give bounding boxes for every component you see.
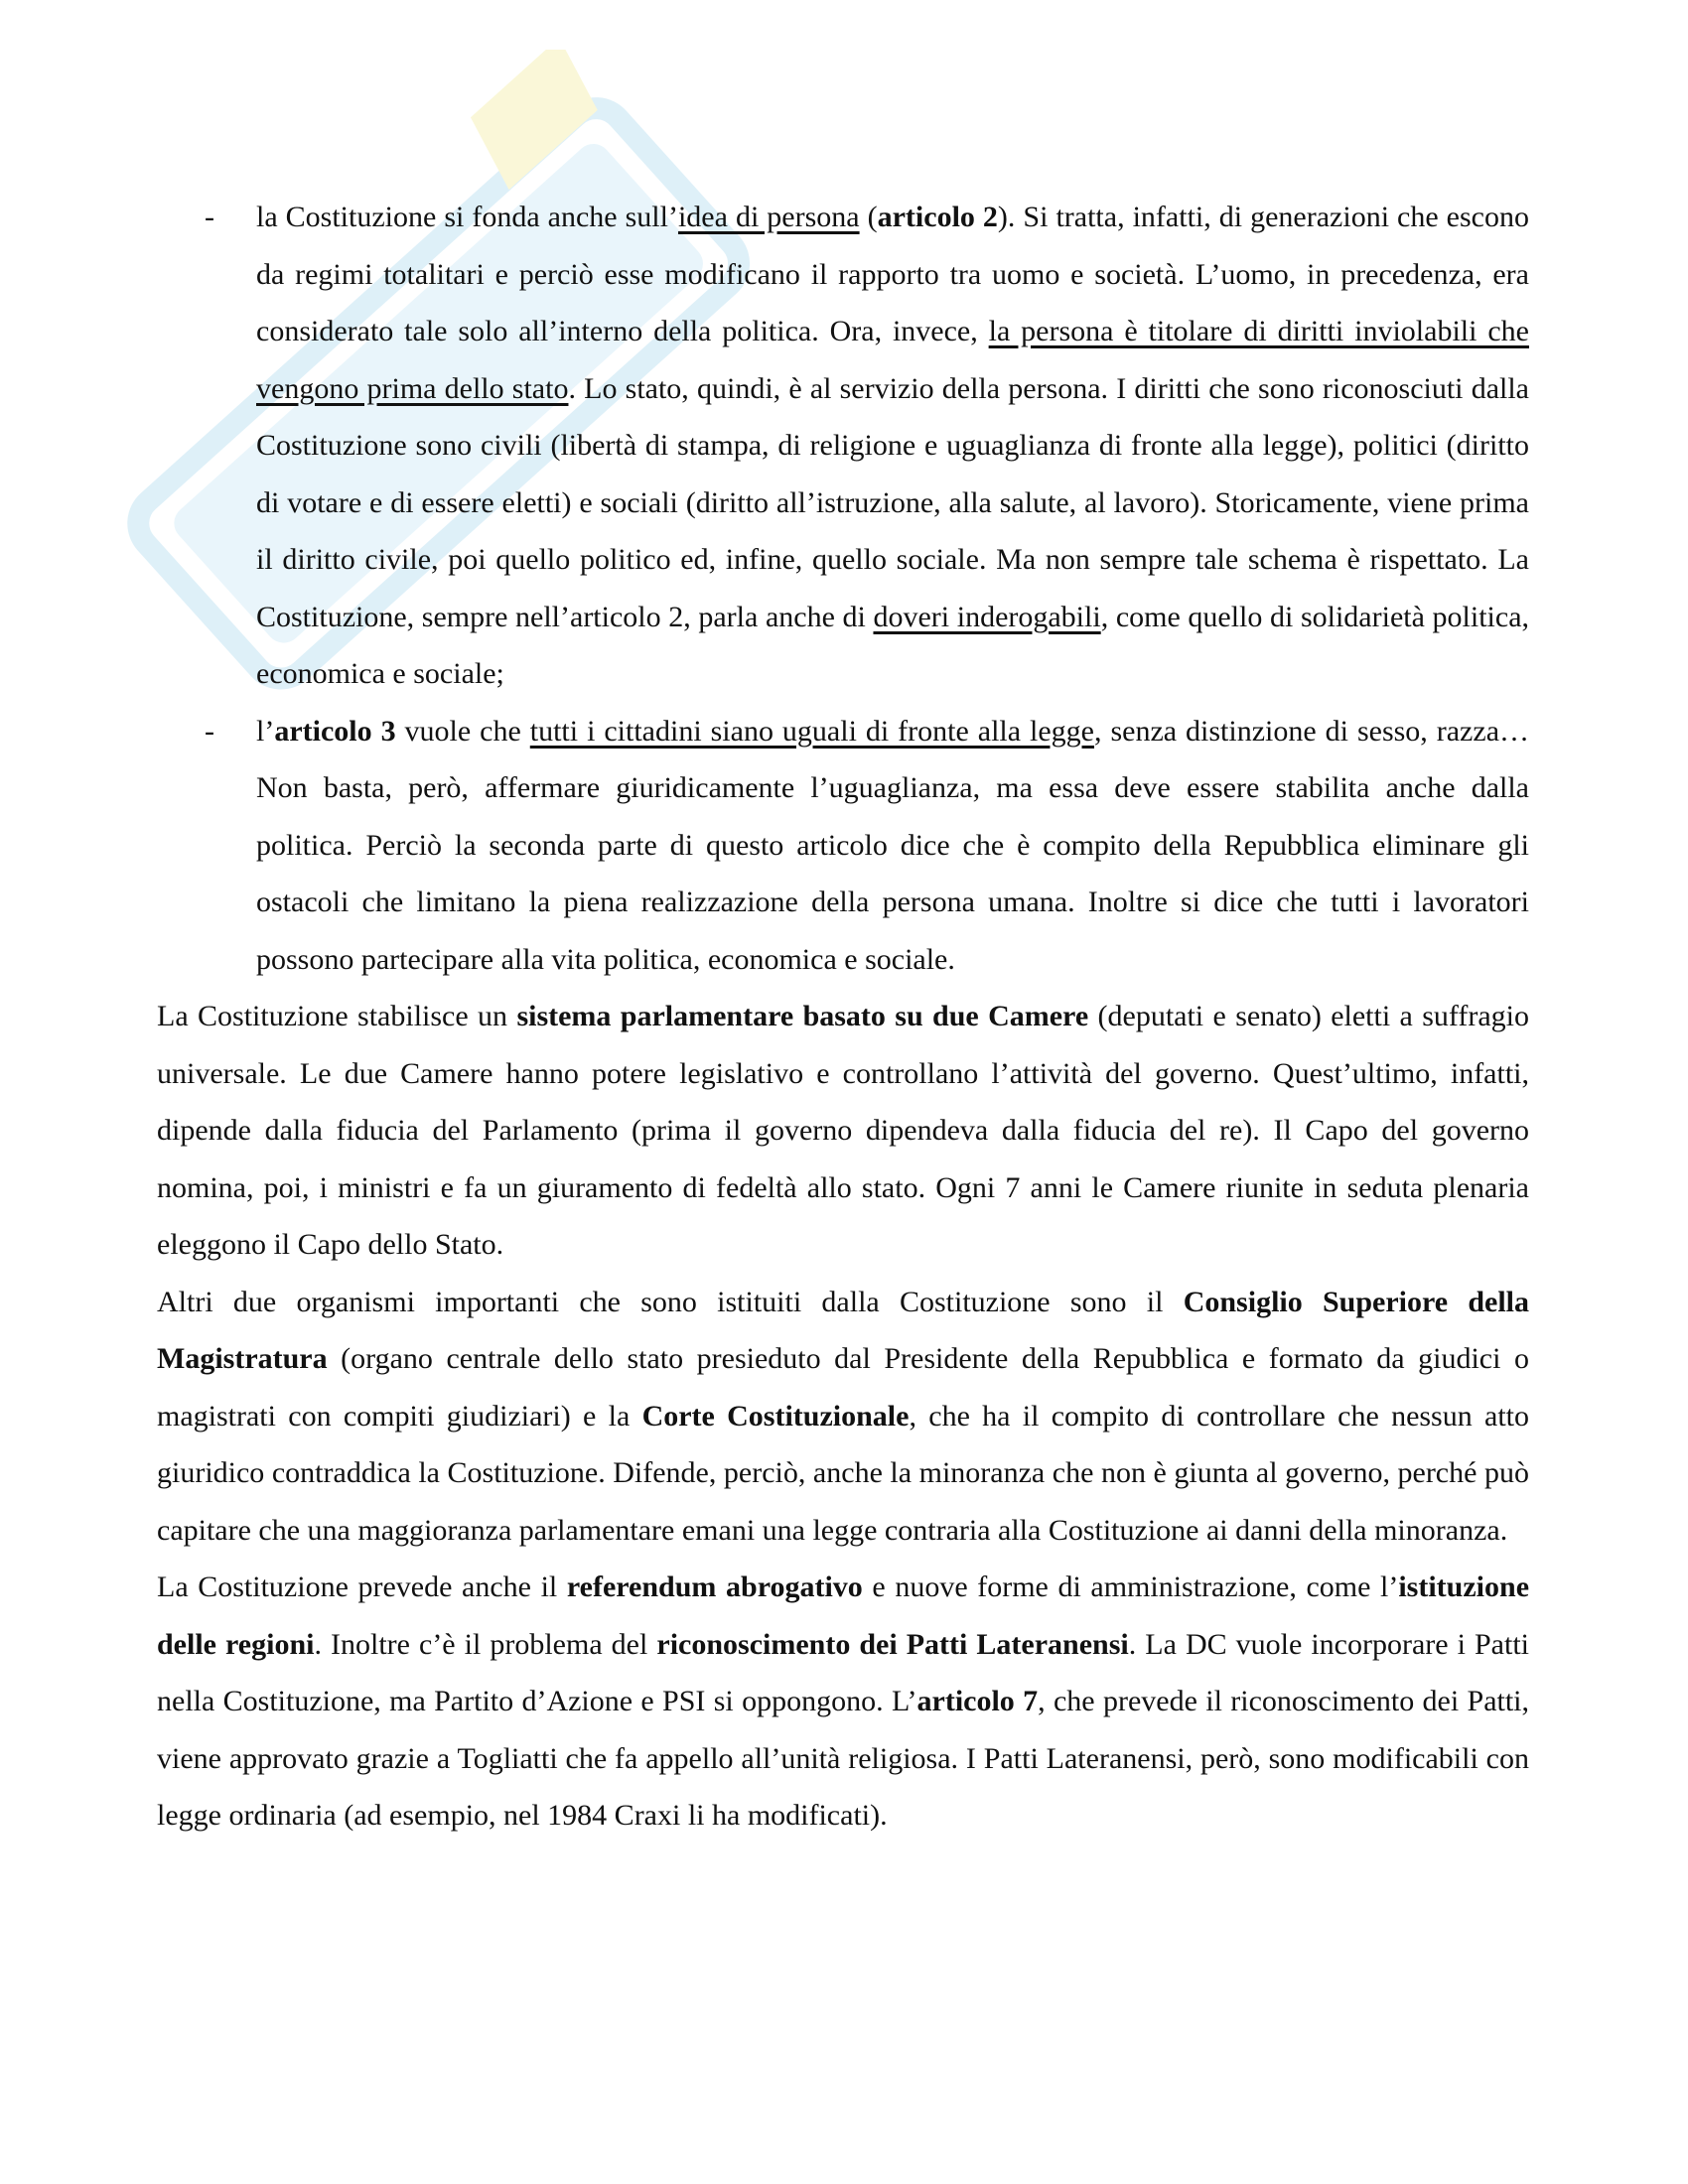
- list-item-articolo-3: - l’articolo 3 vuole che tutti i cittadini siano uguali di fronte alla legge, senza distinzione di sesso, razza… Non basta, però, affermare giuridicamente l’uguaglianza, ma essa deve essere stabilita anche dalla politica. Perciò la seconda parte di questo articolo dice che è compito della Repubblica eliminare gli ostacoli che limitano la piena realizzazione della persona umana. Inoltre si dice che tutti i lavoratori possono partecipare alla vita politica, economica e sociale.: [157, 703, 1529, 989]
- underlined-text: tutti i cittadini siano uguali di fronte alla legge: [529, 714, 1094, 748]
- underlined-text: la persona è titolare di diritti inviolabili che vengono prima dello stato: [256, 315, 1529, 405]
- list-item-articolo-2: - la Costituzione si fonda anche sull’idea di persona (articolo 2). Si tratta, infatti, di generazioni che escono da regimi totalitari e perciò esse modificano il rapporto tra uomo e società. L’uomo, in precedenza, era considerato tale solo all’interno della politica. Ora, invece, la persona è titolare di diritti inviolabili che vengono prima dello stato. Lo stato, quindi, è al servizio della persona. I diritti che sono riconosciuti dalla Costituzione sono civili (libertà di stampa, di religione e uguaglianza di fronte alla legge), politici (diritto di votare e di essere eletti) e sociali (diritto all’istruzione, alla salute, al lavoro). Storicamente, viene prima il diritto civile, poi quello politico ed, infine, quello sociale. Ma non sempre tale schema è rispettato. La Costituzione, sempre nell’articolo 2, parla anche di doveri inderogabili, come quello di solidarietà politica, economica e sociale;: [157, 189, 1529, 703]
- bold-text: articolo 3: [274, 714, 396, 748]
- paragraph-referendum: La Costituzione prevede anche il referendum abrogativo e nuove forme di amministrazione, come l’istituzione delle regioni. Inoltre c’è il problema del riconoscimento dei Patti Lateranensi. La DC vuole incorporare i Patti nella Costituzione, ma Partito d’Azione e PSI si oppongono. L’articolo 7, che prevede il riconoscimento dei Patti, viene approvato grazie a Togliatti che fa appello all’unità religiosa. I Patti Lateranensi, però, sono modificabili con legge ordinaria (ad esempio, nel 1984 Craxi li ha modificati).: [157, 1570, 1530, 1832]
- document-body: [157, 189, 1529, 1844]
- bold-text: articolo 7: [916, 1685, 1039, 1717]
- bold-text: istituzione delle regioni: [157, 1570, 1530, 1661]
- bold-text: referendum abrogativo: [566, 1570, 863, 1603]
- underlined-text: doveri inderogabili: [873, 600, 1101, 633]
- list-dash: -: [205, 714, 214, 748]
- bold-text: Consiglio Superiore della Magistratura: [157, 1285, 1529, 1375]
- bold-text: articolo 2: [877, 201, 998, 233]
- bold-text: riconoscimento dei Patti Lateranensi: [656, 1627, 1129, 1661]
- paragraph-organismi: Altri due organismi importanti che sono istituiti dalla Costituzione sono il Consiglio Superiore della Magistratura (organo centrale dello stato presieduto dal Presidente della Repubblica e formato da giudici o magistrati con compiti giudiziari) e la Corte Costituzionale, che ha il compito di controllare che nessun atto giuridico contraddica la Costituzione. Difende, perciò, anche la minoranza che non è giunta al governo, perché può capitare che una maggioranza parlamentare emani una legge contraria alla Costituzione ai danni della minoranza.: [157, 1285, 1530, 1547]
- list-dash: -: [205, 201, 214, 233]
- underlined-text: idea di persona: [677, 201, 860, 233]
- bold-text: sistema parlamentare basato su due Camere: [516, 1000, 1089, 1032]
- bold-text: Corte Costituzionale: [641, 1399, 910, 1433]
- paragraph-sistema-parlamentare: La Costituzione stabilisce un sistema parlamentare basato su due Camere (deputati e senato) eletti a suffragio universale. Le due Camere hanno potere legislativo e controllano l’attività del governo. Quest’ultimo, infatti, dipende dalla fiducia del Parlamento (prima il governo dipendeva dalla fiducia del re). Il Capo del governo nomina, poi, i ministri e fa un giuramento di fedeltà allo stato. Ogni 7 anni le Camere riunite in seduta plenaria eleggono il Capo dello Stato.: [157, 1000, 1529, 1261]
